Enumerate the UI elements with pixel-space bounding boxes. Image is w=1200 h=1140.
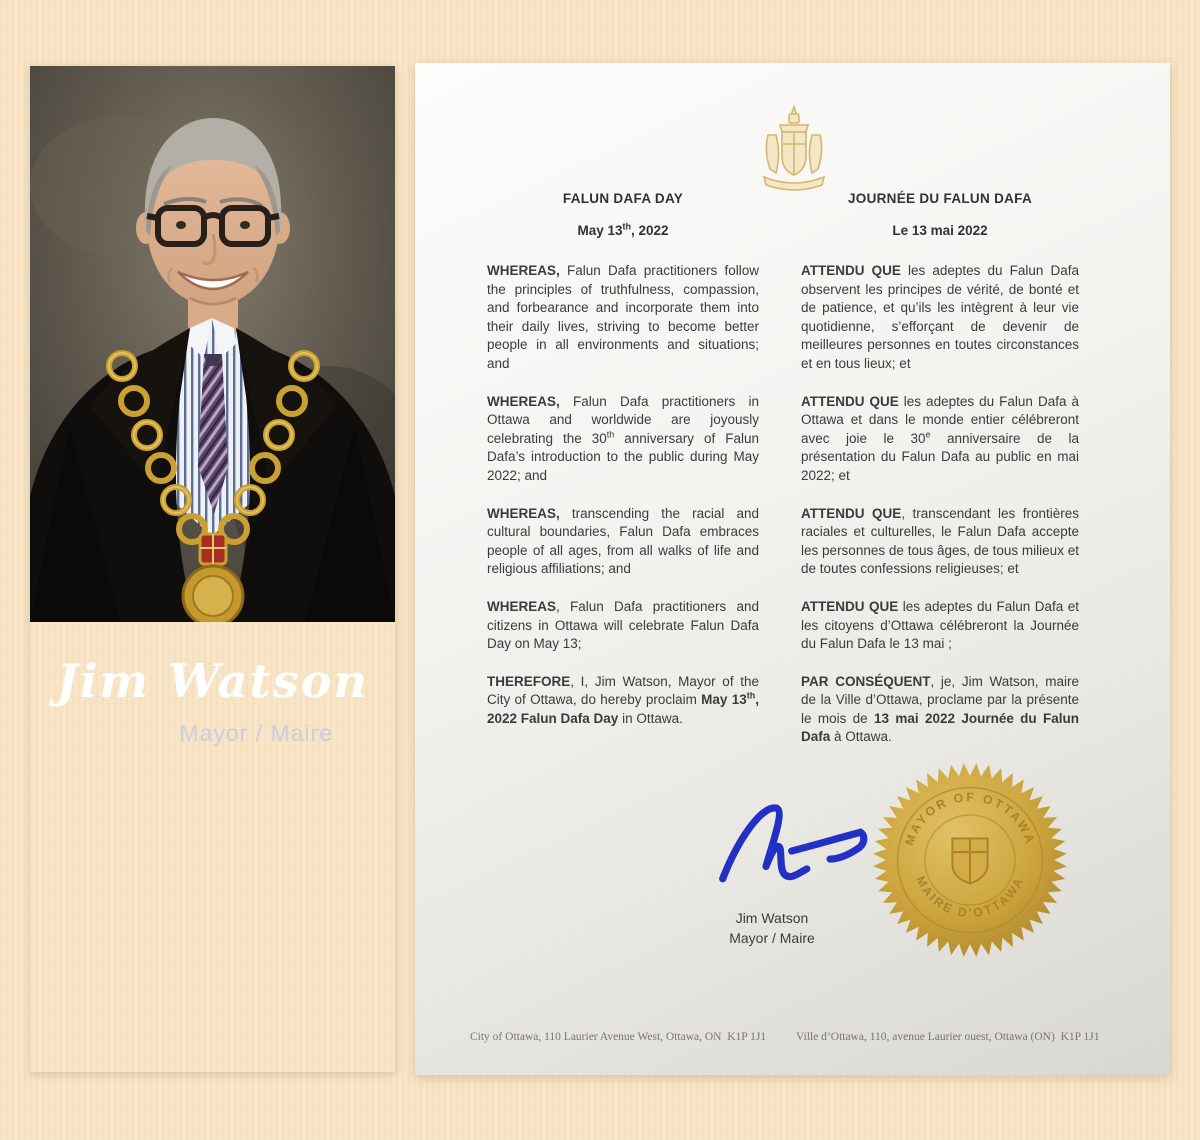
- proclamation-paragraph: WHEREAS, Falun Dafa practitioners in Ottawa and worldwide are joyously celebrating the 30th anniversary of Falun Dafa’s introduction to the public during May 2022; and: [487, 393, 759, 483]
- proclamation-paragraph: ATTENDU QUE, transcendant les frontières raciales et culturelles, le Falun Dafa accepte les personnes de tous âges, de tous milieux et de toutes confessions religieuses; et: [801, 505, 1080, 577]
- mayor-signature: [703, 791, 873, 903]
- mayor-panel-title: Mayor / Maire: [179, 720, 333, 746]
- french-title: JOURNÉE DU FALUN DAFA: [847, 191, 1033, 206]
- seal-text-top: MAYOR OF OTTAWA: [902, 790, 1038, 848]
- proclamation-paragraph: WHEREAS, Falun Dafa practitioners follow the principles of truthfulness, compassion, and forbearance and incorporate them into their daily lives, striving to become better people in all environments and situations; and: [487, 263, 759, 371]
- french-date: Le 13 mai 2022: [892, 223, 988, 238]
- signature-title: Mayor / Maire: [729, 930, 815, 946]
- french-paragraphs: [801, 262, 1079, 747]
- ottawa-coat-of-arms-icon: [756, 101, 832, 191]
- proclamation-paragraph: ATTENDU QUE les adeptes du Falun Dafa et les citoyens d’Ottawa célébreront la Journée du Falun Dafa le 13 mai ;: [801, 598, 1079, 652]
- proclamation-paragraph: ATTENDU QUE les adeptes du Falun Dafa observent les principes de vérité, de bonté et de patience, et qu’ils les intègrent à leur vie quotidienne, s’efforçant de devenir de meilleures personnes en toutes circonstances et en tous lieux; et: [801, 263, 1079, 371]
- signature-name-block: [672, 908, 872, 948]
- english-title: FALUN DAFA DAY: [562, 191, 684, 206]
- proclamation-paragraph: WHEREAS, transcending the racial and cultural boundaries, Falun Dafa embraces people of all ages, from all walks of life and religious affiliations; and: [487, 505, 759, 577]
- proclamation-paragraph: ATTENDU QUE les adeptes du Falun Dafa à Ottawa et dans le monde entier célébreront avec joie le 30e anniversaire de la présentation du Falun Dafa au public en mai 2022; et: [801, 393, 1079, 483]
- mayor-photo-card: [30, 66, 395, 1072]
- proclamation-page: [415, 63, 1170, 1075]
- mayor-portrait-photo: [30, 66, 395, 622]
- english-date: May 13th, 2022: [577, 221, 669, 238]
- gold-embossed-seal: [872, 762, 1068, 958]
- footer-address-english: City of Ottawa, 110 Laurier Avenue West, Ottawa, ON K1P 1J1: [470, 1031, 767, 1043]
- english-paragraphs: [487, 262, 759, 728]
- footer-address-french: Ville d’Ottawa, 110, avenue Laurier ouest, Ottawa (ON) K1P 1J1: [796, 1031, 1100, 1043]
- french-column: [801, 191, 1079, 766]
- english-column: [487, 191, 759, 766]
- mayor-script-name: Jim Watson: [56, 654, 369, 708]
- proclamation-paragraph: WHEREAS, Falun Dafa practitioners and citizens in Ottawa will celebrate Falun Dafa Day on May 13;: [487, 598, 759, 652]
- proclamation-columns: [487, 191, 1079, 766]
- signature-name: Jim Watson: [735, 910, 809, 926]
- mayor-name-panel: [30, 622, 395, 1072]
- proclamation-paragraph: PAR CONSÉQUENT, je, Jim Watson, maire de la Ville d’Ottawa, proclame par la présente le mois de 13 mai 2022 Journée du Falun Dafa à Ottawa.: [801, 673, 1080, 745]
- seal-text-bottom: MAIRE D'OTTAWA: [913, 873, 1027, 921]
- proclamation-paragraph: THEREFORE, I, Jim Watson, Mayor of the City of Ottawa, do hereby proclaim May 13th, 2022 Falun Dafa Day in Ottawa.: [487, 673, 760, 726]
